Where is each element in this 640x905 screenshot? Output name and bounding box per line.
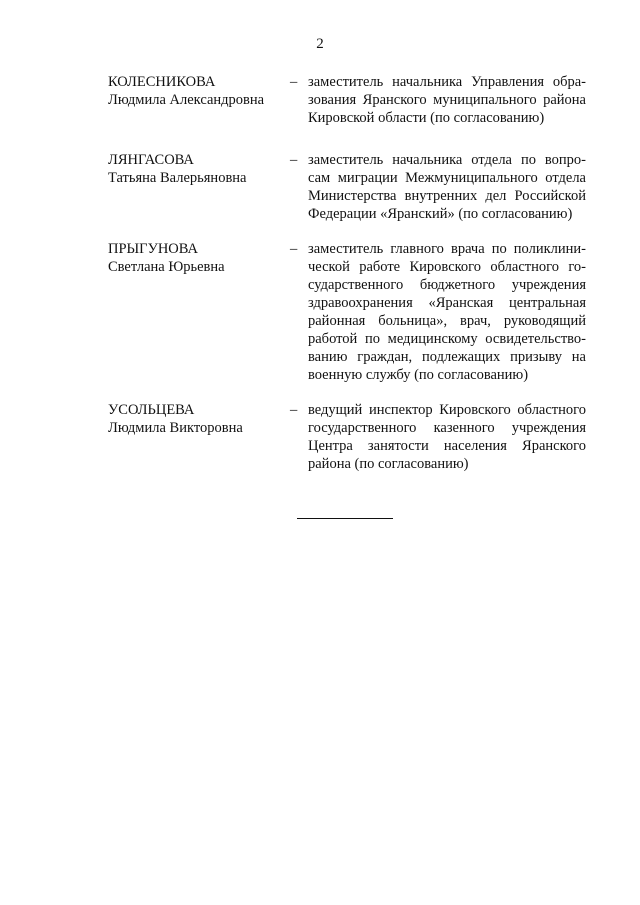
- position-line: сударственного бюджетного учреждения: [308, 277, 586, 293]
- member-surname: ПРЫГУНОВА: [108, 241, 199, 257]
- separator-dash: –: [290, 152, 298, 168]
- position-line: заместитель начальника Управления обра-: [308, 74, 586, 90]
- position-line: военную службу (по согласованию): [308, 367, 529, 383]
- position-line: Министерства внутренних дел Российской: [308, 188, 586, 204]
- position-line: ведущий инспектор Кировского областного: [308, 402, 586, 418]
- position-line: Федерации «Яранский» (по согласованию): [308, 206, 573, 222]
- member-position: [308, 73, 586, 127]
- member-surname: УСОЛЬЦЕВА: [108, 402, 195, 418]
- position-line: ческой работе Кировского областного го-: [308, 259, 586, 275]
- position-line: ванию граждан, подлежащих призыву на: [308, 349, 586, 365]
- position-line: государственного казенного учреждения: [308, 420, 586, 436]
- position-line: зования Яранского муниципального района: [308, 92, 586, 108]
- member-name: [108, 401, 288, 437]
- end-of-list-rule: [297, 518, 393, 519]
- member-position: [308, 151, 586, 223]
- separator-dash: –: [290, 241, 298, 257]
- member-name: [108, 240, 288, 276]
- member-surname: ЛЯНГАСОВА: [108, 152, 194, 168]
- member-name: [108, 73, 288, 109]
- member-given-names: Людмила Викторовна: [108, 420, 243, 436]
- position-line: Центра занятости населения Яранского: [308, 438, 586, 454]
- position-line: заместитель главного врача по поликлини-: [308, 241, 586, 257]
- position-line: сам миграции Межмуниципального отдела: [308, 170, 586, 186]
- member-given-names: Светлана Юрьевна: [108, 259, 225, 275]
- position-line: Кировской области (по согласованию): [308, 110, 545, 126]
- member-given-names: Людмила Александровна: [108, 92, 265, 108]
- member-surname: КОЛЕСНИКОВА: [108, 74, 216, 90]
- position-line: районная больница», врач, руководящий: [308, 313, 586, 329]
- separator-dash: –: [290, 402, 298, 418]
- position-line: здравоохранения «Яранская центральная: [308, 295, 586, 311]
- position-line: района (по согласованию): [308, 456, 469, 472]
- separator-dash: –: [290, 74, 298, 90]
- member-position: [308, 401, 586, 473]
- member-name: [108, 151, 288, 187]
- position-line: заместитель начальника отдела по вопро-: [308, 152, 586, 168]
- member-given-names: Татьяна Валерьяновна: [108, 170, 247, 186]
- member-position: [308, 240, 586, 384]
- page-number: 2: [316, 36, 324, 52]
- position-line: работой по медицинскому освидетельство-: [308, 331, 586, 347]
